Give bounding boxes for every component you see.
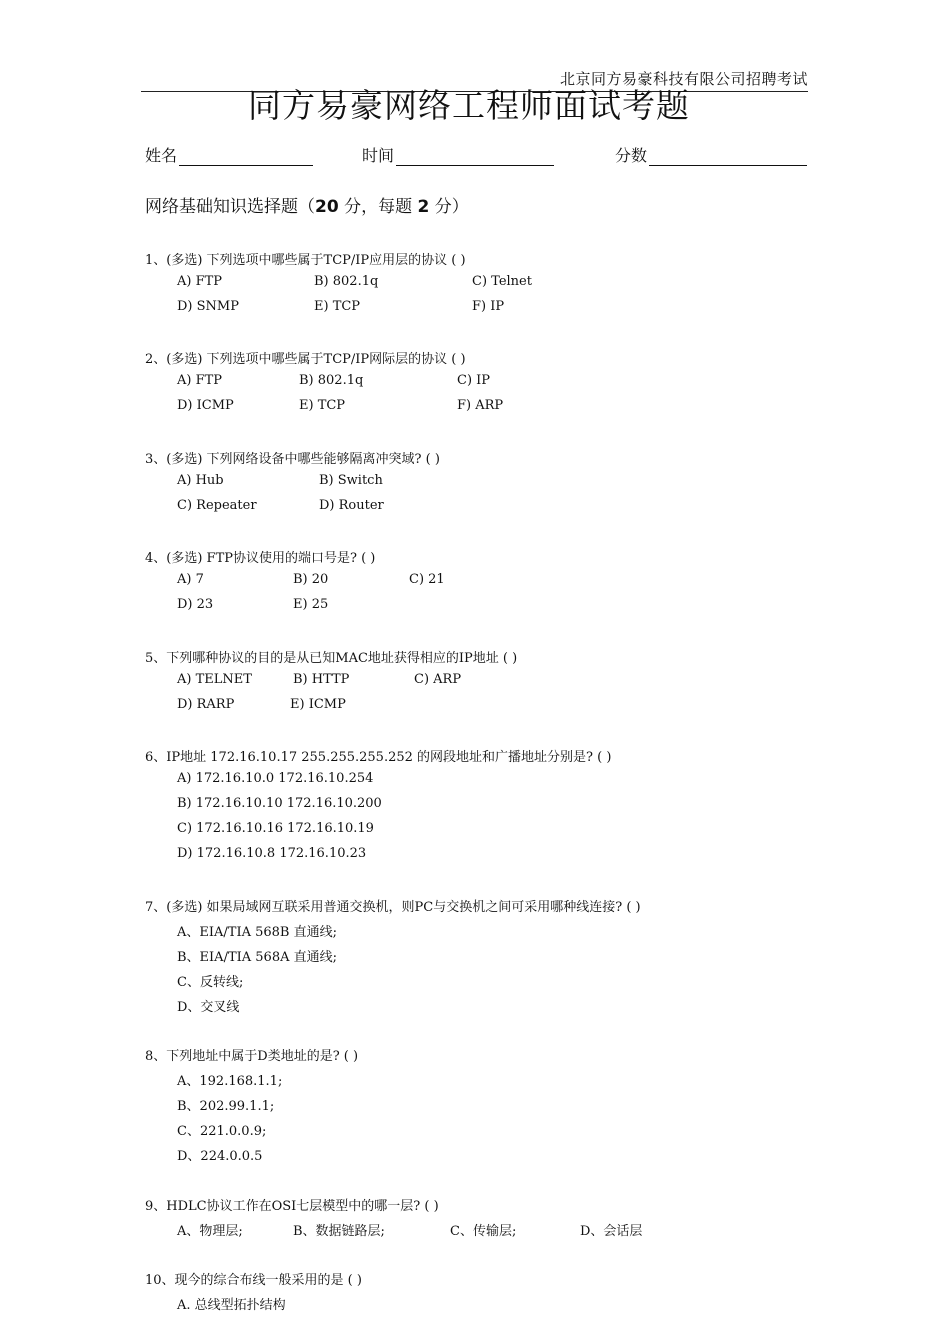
name-field — [145, 143, 313, 166]
name-label: 姓名 — [145, 146, 178, 165]
question-9-option-b[interactable]: B、数据链路层; — [293, 1224, 385, 1239]
question-3-option-b[interactable]: B) Switch — [319, 473, 383, 488]
question-4-option-e[interactable]: E) 25 — [293, 597, 329, 612]
question-1-option-c[interactable]: C) Telnet — [472, 274, 532, 289]
time-field — [362, 143, 554, 166]
question-3-option-a[interactable]: A) Hub — [177, 473, 224, 488]
question-2: 2、(多选) 下列选项中哪些属于TCP/IP网际层的协议 ( ) — [145, 352, 466, 367]
question-3: 3、(多选) 下列网络设备中哪些能够隔离冲突域? ( ) — [145, 452, 440, 467]
name-blank[interactable] — [179, 147, 313, 166]
question-1-option-b[interactable]: B) 802.1q — [314, 274, 379, 289]
question-6-option-d[interactable]: D) 172.16.10.8 172.16.10.23 — [177, 846, 367, 861]
question-9: 9、HDLC协议工作在OSI七层模型中的哪一层? ( ) — [145, 1199, 439, 1214]
question-7-option-c[interactable]: C、反转线; — [177, 975, 244, 990]
section-title-mid: 分，每题 — [338, 197, 418, 217]
question-7-option-d[interactable]: D、交叉线 — [177, 1000, 240, 1015]
question-2-option-e[interactable]: E) TCP — [299, 398, 346, 413]
exam-title: 同方易豪网络工程师面试考题 — [248, 86, 690, 125]
question-6-option-a[interactable]: A) 172.16.10.0 172.16.10.254 — [177, 771, 374, 786]
question-5: 5、下列哪种协议的目的是从已知MAC地址获得相应的IP地址 ( ) — [145, 651, 518, 666]
question-3-option-c[interactable]: C) Repeater — [177, 498, 257, 513]
time-label: 时间 — [362, 146, 395, 165]
question-4-option-b[interactable]: B) 20 — [293, 572, 329, 587]
question-4-option-a[interactable]: A) 7 — [177, 572, 204, 587]
question-8-option-d[interactable]: D、224.0.0.5 — [177, 1149, 263, 1164]
question-9-option-c[interactable]: C、传输层; — [450, 1224, 517, 1239]
question-1-option-d[interactable]: D) SNMP — [177, 299, 239, 314]
question-2-option-f[interactable]: F) ARP — [457, 398, 504, 413]
question-4-option-c[interactable]: C) 21 — [409, 572, 445, 587]
question-9-option-a[interactable]: A、物理层; — [177, 1224, 243, 1239]
question-2-option-a[interactable]: A) FTP — [177, 373, 223, 388]
question-8: 8、下列地址中属于D类地址的是? ( ) — [145, 1049, 359, 1064]
question-5-option-d[interactable]: D) RARP — [177, 697, 235, 712]
question-5-option-c[interactable]: C) ARP — [414, 672, 462, 687]
question-10-option-a[interactable]: A. 总线型拓扑结构 — [177, 1298, 286, 1313]
score-field — [615, 143, 807, 166]
question-6-option-c[interactable]: C) 172.16.10.16 172.16.10.19 — [177, 821, 374, 836]
score-label: 分数 — [615, 146, 648, 165]
question-2-option-c[interactable]: C) IP — [457, 373, 491, 388]
question-8-option-c[interactable]: C、221.0.0.9; — [177, 1124, 267, 1139]
question-8-option-b[interactable]: B、202.99.1.1; — [177, 1099, 275, 1114]
section-title — [145, 192, 469, 217]
question-6-option-b[interactable]: B) 172.16.10.10 172.16.10.200 — [177, 796, 382, 811]
section-title-prefix: 网络基础知识选择题（ — [145, 197, 315, 217]
question-5-option-a[interactable]: A) TELNET — [177, 672, 252, 687]
question-7: 7、(多选) 如果局域网互联采用普通交换机，则PC与交换机之间可采用哪种线连接? ( ) — [145, 900, 641, 915]
header-company-name: 北京同方易豪科技有限公司招聘考试 — [559, 70, 808, 88]
question-3-option-d[interactable]: D) Router — [319, 498, 384, 513]
question-9-option-d[interactable]: D、会话层 — [580, 1224, 643, 1239]
question-8-option-a[interactable]: A、192.168.1.1; — [177, 1074, 283, 1089]
question-10: 10、现今的综合布线一般采用的是 ( ) — [145, 1273, 362, 1288]
section-points-each: 2 — [417, 197, 430, 217]
question-2-option-b[interactable]: B) 802.1q — [299, 373, 364, 388]
question-1-option-a[interactable]: A) FTP — [177, 274, 223, 289]
question-1: 1、(多选) 下列选项中哪些属于TCP/IP应用层的协议 ( ) — [145, 253, 466, 268]
question-1-option-e[interactable]: E) TCP — [314, 299, 361, 314]
section-title-suffix: 分） — [429, 197, 469, 217]
time-blank[interactable] — [396, 147, 554, 166]
question-7-option-b[interactable]: B、EIA/TIA 568A 直通线; — [177, 950, 337, 965]
question-2-option-d[interactable]: D) ICMP — [177, 398, 234, 413]
question-1-option-f[interactable]: F) IP — [472, 299, 505, 314]
question-6: 6、IP地址 172.16.10.17 255.255.255.252 的网段地址和广播地址分别是? ( ) — [145, 750, 612, 765]
question-5-option-b[interactable]: B) HTTP — [293, 672, 350, 687]
question-5-option-e[interactable]: E) ICMP — [290, 697, 346, 712]
section-points-total: 20 — [315, 197, 339, 217]
score-blank[interactable] — [649, 147, 807, 166]
question-7-option-a[interactable]: A、EIA/TIA 568B 直通线; — [177, 925, 337, 940]
question-4: 4、(多选) FTP协议使用的端口号是? ( ) — [145, 551, 376, 566]
candidate-info-row — [0, 143, 950, 169]
question-4-option-d[interactable]: D) 23 — [177, 597, 214, 612]
